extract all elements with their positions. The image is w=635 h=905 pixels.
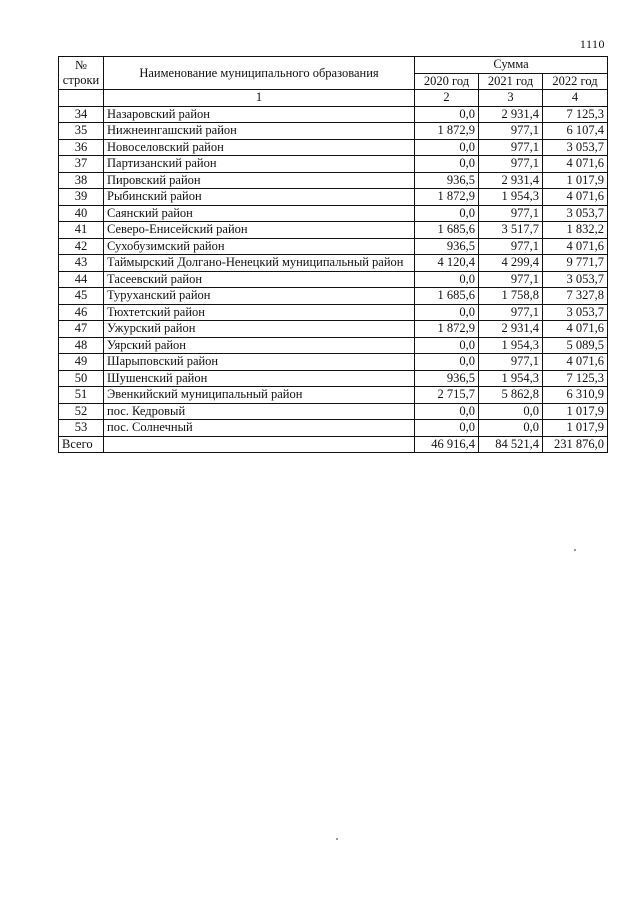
municipality-name: Туруханский район — [104, 288, 415, 305]
total-label: Всего — [59, 436, 104, 453]
municipality-name: Северо-Енисейский район — [104, 222, 415, 239]
value-2022: 9 771,7 — [543, 255, 608, 272]
value-2020: 936,5 — [415, 370, 479, 387]
value-2020: 2 715,7 — [415, 387, 479, 404]
total-2022: 231 876,0 — [543, 436, 608, 453]
value-2020: 936,5 — [415, 238, 479, 255]
row-number: 52 — [59, 403, 104, 420]
municipality-name: Пировский район — [104, 172, 415, 189]
value-2020: 0,0 — [415, 304, 479, 321]
value-2022: 7 125,3 — [543, 106, 608, 123]
municipality-name: Саянский район — [104, 205, 415, 222]
value-2022: 6 107,4 — [543, 123, 608, 140]
table-row — [59, 304, 608, 321]
table-row — [59, 354, 608, 371]
row-number: 45 — [59, 288, 104, 305]
row-number: 46 — [59, 304, 104, 321]
value-2020: 0,0 — [415, 271, 479, 288]
value-2022: 1 832,2 — [543, 222, 608, 239]
table-row — [59, 156, 608, 173]
municipality-name: Шарыповский район — [104, 354, 415, 371]
table-row — [59, 189, 608, 206]
value-2021: 5 862,8 — [479, 387, 543, 404]
column-number-1: 1 — [104, 90, 415, 107]
table-row — [59, 288, 608, 305]
value-2021: 4 299,4 — [479, 255, 543, 272]
value-2020: 1 685,6 — [415, 222, 479, 239]
municipality-name: Рыбинский район — [104, 189, 415, 206]
header-no-symbol: № — [75, 58, 87, 72]
row-number: 47 — [59, 321, 104, 338]
value-2020: 1 872,9 — [415, 321, 479, 338]
row-number: 42 — [59, 238, 104, 255]
value-2021: 3 517,7 — [479, 222, 543, 239]
municipality-name: Эвенкийский муниципальный район — [104, 387, 415, 404]
municipality-name: Партизанский район — [104, 156, 415, 173]
municipality-name: пос. Солнечный — [104, 420, 415, 437]
value-2021: 1 758,8 — [479, 288, 543, 305]
table-row — [59, 205, 608, 222]
value-2022: 6 310,9 — [543, 387, 608, 404]
value-2021: 2 931,4 — [479, 172, 543, 189]
municipality-name: Тасеевский район — [104, 271, 415, 288]
table-row — [59, 255, 608, 272]
row-number: 41 — [59, 222, 104, 239]
table-row — [59, 172, 608, 189]
value-2021: 2 931,4 — [479, 321, 543, 338]
municipality-name: Нижнеингашский район — [104, 123, 415, 140]
total-blank — [104, 436, 415, 453]
municipality-name: Назаровский район — [104, 106, 415, 123]
row-number: 36 — [59, 139, 104, 156]
budget-table — [58, 56, 608, 453]
total-2021: 84 521,4 — [479, 436, 543, 453]
value-2022: 4 071,6 — [543, 189, 608, 206]
header-year-2020: 2020 год — [415, 73, 479, 90]
row-number: 51 — [59, 387, 104, 404]
table-row — [59, 420, 608, 437]
value-2020: 1 872,9 — [415, 189, 479, 206]
municipality-name: Новоселовский район — [104, 139, 415, 156]
header-year-2022: 2022 год — [543, 73, 608, 90]
row-number: 48 — [59, 337, 104, 354]
value-2020: 0,0 — [415, 139, 479, 156]
table-row — [59, 238, 608, 255]
value-2021: 977,1 — [479, 354, 543, 371]
value-2020: 0,0 — [415, 354, 479, 371]
table-row — [59, 271, 608, 288]
value-2020: 0,0 — [415, 420, 479, 437]
value-2020: 1 685,6 — [415, 288, 479, 305]
value-2022: 3 053,7 — [543, 304, 608, 321]
municipality-name: Шушенский район — [104, 370, 415, 387]
column-number-row — [59, 90, 608, 107]
value-2021: 977,1 — [479, 304, 543, 321]
header-municipality-name: Наименование муниципального образования — [104, 57, 415, 90]
value-2021: 977,1 — [479, 238, 543, 255]
value-2022: 1 017,9 — [543, 403, 608, 420]
value-2020: 0,0 — [415, 403, 479, 420]
value-2021: 1 954,3 — [479, 370, 543, 387]
row-number: 40 — [59, 205, 104, 222]
row-number: 44 — [59, 271, 104, 288]
scan-speck — [574, 549, 576, 551]
value-2020: 936,5 — [415, 172, 479, 189]
value-2022: 1 017,9 — [543, 172, 608, 189]
value-2021: 1 954,3 — [479, 337, 543, 354]
value-2021: 0,0 — [479, 420, 543, 437]
table-row — [59, 106, 608, 123]
value-2022: 4 071,6 — [543, 238, 608, 255]
value-2020: 0,0 — [415, 106, 479, 123]
value-2022: 4 071,6 — [543, 156, 608, 173]
table-row — [59, 222, 608, 239]
table-row — [59, 403, 608, 420]
value-2022: 5 089,5 — [543, 337, 608, 354]
value-2022: 3 053,7 — [543, 139, 608, 156]
value-2021: 1 954,3 — [479, 189, 543, 206]
municipality-name: Таймырский Долгано-Ненецкий муниципальный район — [104, 255, 415, 272]
table-row — [59, 123, 608, 140]
value-2021: 977,1 — [479, 139, 543, 156]
header-row-number — [59, 57, 104, 90]
value-2021: 977,1 — [479, 156, 543, 173]
value-2022: 7 125,3 — [543, 370, 608, 387]
table-body — [59, 106, 608, 436]
value-2022: 4 071,6 — [543, 354, 608, 371]
page-number: 1110 — [579, 37, 605, 51]
row-number: 39 — [59, 189, 104, 206]
table-row — [59, 321, 608, 338]
scan-speck — [336, 838, 338, 840]
header-no-word: строки — [62, 73, 100, 87]
municipality-name: Ужурский район — [104, 321, 415, 338]
value-2022: 3 053,7 — [543, 271, 608, 288]
value-2021: 0,0 — [479, 403, 543, 420]
row-number: 53 — [59, 420, 104, 437]
row-number: 49 — [59, 354, 104, 371]
row-number: 35 — [59, 123, 104, 140]
column-number-blank — [59, 90, 104, 107]
header-sum: Сумма — [415, 57, 608, 74]
value-2020: 1 872,9 — [415, 123, 479, 140]
row-number: 38 — [59, 172, 104, 189]
value-2021: 977,1 — [479, 271, 543, 288]
municipality-name: Сухобузимский район — [104, 238, 415, 255]
value-2022: 3 053,7 — [543, 205, 608, 222]
value-2020: 0,0 — [415, 156, 479, 173]
column-number-3: 3 — [479, 90, 543, 107]
municipality-name: Уярский район — [104, 337, 415, 354]
municipality-name: Тюхтетский район — [104, 304, 415, 321]
table-row — [59, 337, 608, 354]
value-2021: 977,1 — [479, 205, 543, 222]
column-number-4: 4 — [543, 90, 608, 107]
table-header — [59, 57, 608, 107]
value-2022: 7 327,8 — [543, 288, 608, 305]
value-2020: 0,0 — [415, 205, 479, 222]
municipality-name: пос. Кедровый — [104, 403, 415, 420]
header-year-2021: 2021 год — [479, 73, 543, 90]
value-2021: 2 931,4 — [479, 106, 543, 123]
row-number: 34 — [59, 106, 104, 123]
total-2020: 46 916,4 — [415, 436, 479, 453]
column-number-2: 2 — [415, 90, 479, 107]
table-row — [59, 370, 608, 387]
row-number: 43 — [59, 255, 104, 272]
total-row — [59, 436, 608, 453]
row-number: 37 — [59, 156, 104, 173]
table-row — [59, 139, 608, 156]
value-2022: 1 017,9 — [543, 420, 608, 437]
value-2020: 4 120,4 — [415, 255, 479, 272]
table-row — [59, 387, 608, 404]
value-2020: 0,0 — [415, 337, 479, 354]
row-number: 50 — [59, 370, 104, 387]
value-2021: 977,1 — [479, 123, 543, 140]
value-2022: 4 071,6 — [543, 321, 608, 338]
